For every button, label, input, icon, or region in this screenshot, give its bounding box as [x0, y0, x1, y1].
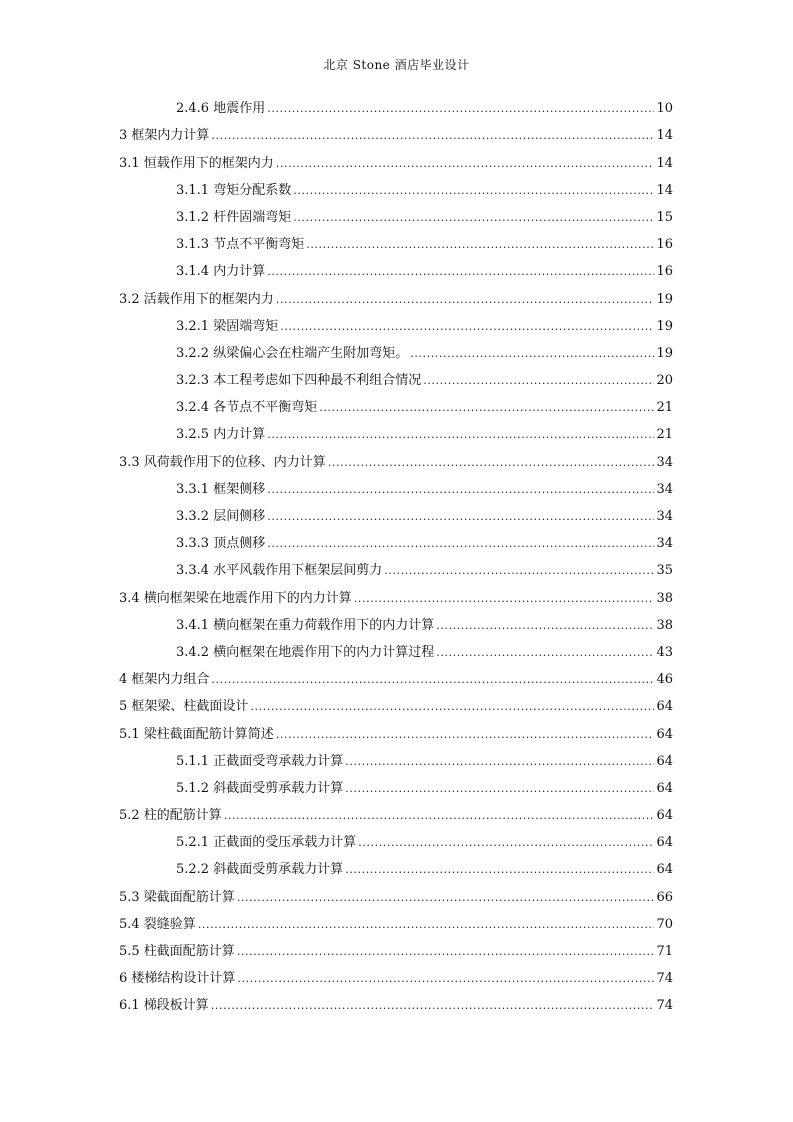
toc-entry-label: 5.2 柱的配筋计算	[119, 808, 222, 824]
toc-entry-label: 3.1.1 弯矩分配系数	[176, 182, 292, 198]
toc-entry-page-number: 71	[656, 944, 673, 959]
toc-entry-label: 3.2.3 本工程考虑如下四种最不利组合情况	[176, 373, 422, 389]
toc-leader-dots	[436, 616, 654, 636]
toc-leader-dots	[267, 534, 654, 554]
toc-entry-page-number: 19	[656, 318, 673, 334]
toc-entry-label: 3.2.2 纵梁偏心会在柱端产生附加弯矩。	[176, 345, 409, 361]
toc-entry-label: 6.1 梯段板计算	[119, 998, 209, 1014]
toc-leader-dots	[267, 262, 654, 282]
toc-leader-dots	[345, 860, 654, 880]
toc-entry-page-number: 34	[656, 454, 673, 470]
toc-entry-page-number: 10	[656, 101, 673, 117]
toc-entry[interactable]	[119, 935, 673, 962]
toc-entry-page-number: 38	[656, 590, 673, 606]
toc-leader-dots	[276, 725, 655, 745]
toc-entry-page-number: 34	[656, 536, 673, 552]
toc-entry[interactable]	[119, 500, 673, 527]
toc-entry[interactable]	[119, 201, 673, 228]
toc-entry-label: 5 框架梁、柱截面设计	[119, 699, 249, 715]
toc-entry[interactable]	[119, 880, 673, 907]
toc-entry[interactable]	[119, 391, 673, 418]
toc-entry-label: 3.2.5 内力计算	[176, 427, 266, 443]
toc-leader-dots	[293, 181, 654, 201]
toc-leader-dots	[280, 317, 654, 337]
toc-entry-page-number: 34	[656, 481, 673, 497]
toc-entry-label: 5.2.1 正截面的受压承载力计算	[176, 835, 357, 851]
toc-entry[interactable]	[119, 908, 673, 935]
toc-entry-label: 5.1.2 斜截面受剪承载力计算	[176, 780, 344, 796]
toc-leader-dots	[267, 480, 654, 500]
toc-entry[interactable]	[119, 337, 673, 364]
toc-entry-label: 3 框架内力计算	[119, 128, 210, 144]
toc-leader-dots	[423, 371, 654, 391]
toc-entry-page-number: 19	[656, 345, 673, 361]
toc-leader-dots	[237, 969, 654, 989]
toc-entry-page-number: 15	[656, 209, 673, 225]
toc-entry-page-number: 14	[656, 182, 673, 198]
toc-entry-label: 5.1 梁柱截面配筋计算简述	[119, 726, 274, 742]
toc-leader-dots	[358, 833, 654, 853]
toc-entry[interactable]	[119, 826, 673, 853]
toc-entry-label: 3.4.1 横向框架在重力荷载作用下的内力计算	[176, 617, 435, 633]
toc-entry-page-number: 64	[656, 780, 673, 796]
toc-entry-page-number: 14	[656, 155, 673, 171]
toc-entry-page-number: 64	[656, 835, 673, 851]
toc-entry-page-number: 66	[656, 889, 673, 905]
toc-entry-page-number: 21	[656, 400, 673, 416]
toc-leader-dots	[198, 915, 655, 935]
toc-entry-page-number: 64	[656, 699, 673, 715]
toc-entry-page-number: 21	[656, 427, 673, 443]
toc-entry-label: 5.2.2 斜截面受剪承载力计算	[176, 862, 344, 878]
toc-entry[interactable]	[119, 364, 673, 391]
toc-leader-dots	[267, 507, 654, 527]
toc-entry-page-number: 64	[656, 726, 673, 742]
toc-entry-label: 3.2 活载作用下的框架内力	[119, 291, 274, 307]
toc-leader-dots	[211, 126, 654, 146]
toc-entry-page-number: 43	[656, 644, 673, 660]
toc-leader-dots	[211, 670, 654, 690]
toc-entry-label: 3.3.2 层间侧移	[176, 509, 266, 524]
toc-entry[interactable]	[119, 473, 673, 500]
toc-entry-label: 3.1.2 杆件固端弯矩	[176, 209, 292, 225]
toc-entry[interactable]	[119, 310, 673, 337]
toc-leader-dots	[384, 561, 654, 581]
toc-entry[interactable]	[119, 92, 673, 119]
toc-leader-dots	[328, 453, 655, 473]
toc-entry-page-number: 74	[656, 998, 673, 1014]
toc-entry[interactable]	[119, 174, 673, 201]
toc-entry[interactable]	[119, 282, 673, 309]
toc-entry[interactable]	[119, 799, 673, 826]
toc-entry[interactable]	[119, 119, 673, 146]
toc-leader-dots	[267, 99, 654, 119]
toc-entry-page-number: 19	[656, 291, 673, 307]
toc-entry[interactable]	[119, 146, 673, 173]
toc-leader-dots	[276, 154, 655, 174]
toc-entry[interactable]	[119, 745, 673, 772]
toc-entry-label: 3.2.1 梁固端弯矩	[176, 318, 279, 334]
toc-entry[interactable]	[119, 228, 673, 255]
toc-leader-dots	[267, 425, 654, 445]
toc-leader-dots	[250, 697, 654, 717]
toc-entry-page-number: 74	[656, 971, 673, 987]
toc-leader-dots	[224, 806, 655, 826]
toc-entry-label: 6 楼梯结构设计计算	[119, 971, 236, 987]
toc-entry-page-number: 38	[656, 617, 673, 633]
toc-entry[interactable]	[119, 772, 673, 799]
toc-entry-label: 4 框架内力组合	[119, 672, 210, 688]
toc-entry[interactable]	[119, 690, 673, 717]
toc-entry-page-number: 16	[656, 264, 673, 280]
toc-entry-label: 3.1.3 节点不平衡弯矩	[176, 237, 305, 253]
toc-entry-label: 3.3.3 顶点侧移	[176, 536, 266, 552]
toc-entry[interactable]	[119, 418, 673, 445]
toc-entry-label: 3.4 横向框架梁在地震作用下的内力计算	[119, 590, 352, 606]
toc-entry[interactable]	[119, 989, 673, 1016]
toc-entry-page-number: 16	[656, 237, 673, 253]
toc-entry-page-number: 14	[656, 128, 673, 144]
toc-leader-dots	[211, 996, 655, 1016]
toc-entry-label: 3.3 风荷载作用下的位移、内力计算	[119, 454, 326, 470]
toc-leader-dots	[354, 589, 655, 609]
toc-entry-label: 2.4.6 地震作用	[176, 101, 266, 117]
toc-entry-page-number: 46	[656, 672, 673, 688]
toc-entry-page-number: 20	[656, 373, 673, 389]
toc-entry[interactable]	[119, 554, 673, 581]
toc-entry-page-number: 34	[656, 509, 673, 524]
toc-entry-label: 3.3.4 水平风载作用下框架层间剪力	[176, 563, 383, 579]
toc-entry[interactable]	[119, 962, 673, 989]
toc-entry-label: 5.4 裂缝验算	[119, 916, 196, 932]
toc-leader-dots	[237, 942, 655, 962]
toc-entry-page-number: 70	[656, 916, 673, 932]
toc-entry[interactable]	[119, 255, 673, 282]
toc-leader-dots	[306, 235, 654, 255]
toc-entry[interactable]	[119, 445, 673, 472]
toc-leader-dots	[436, 643, 654, 663]
toc-entry[interactable]	[119, 527, 673, 554]
toc-entry[interactable]	[119, 853, 673, 880]
toc-leader-dots	[410, 344, 654, 364]
toc-entry-label: 5.1.1 正截面受弯承载力计算	[176, 753, 344, 769]
toc-entry-label: 5.5 柱截面配筋计算	[119, 944, 235, 959]
table-of-contents	[119, 92, 673, 1016]
toc-entry-page-number: 64	[656, 808, 673, 824]
toc-leader-dots	[293, 208, 654, 228]
toc-entry-page-number: 35	[656, 563, 673, 579]
toc-leader-dots	[276, 290, 655, 310]
toc-entry-label: 3.3.1 框架侧移	[176, 481, 266, 497]
toc-entry-label: 3.1.4 内力计算	[176, 264, 266, 280]
toc-leader-dots	[345, 779, 654, 799]
toc-entry[interactable]	[119, 609, 673, 636]
toc-entry-page-number: 64	[656, 753, 673, 769]
toc-entry[interactable]	[119, 636, 673, 663]
toc-leader-dots	[345, 752, 654, 772]
toc-entry-label: 3.1 恒载作用下的框架内力	[119, 155, 274, 171]
toc-entry-label: 3.4.2 横向框架在地震作用下的内力计算过程	[176, 644, 435, 660]
toc-entry-label: 3.2.4 各节点不平衡弯矩	[176, 400, 318, 416]
toc-entry-page-number: 64	[656, 862, 673, 878]
toc-leader-dots	[237, 888, 655, 908]
toc-entry[interactable]	[119, 581, 673, 608]
toc-entry[interactable]	[119, 663, 673, 690]
toc-leader-dots	[319, 398, 654, 418]
page-header: 北京 Stone 酒店毕业设计	[323, 58, 470, 72]
toc-entry-label: 5.3 梁截面配筋计算	[119, 889, 235, 905]
toc-entry[interactable]	[119, 717, 673, 744]
